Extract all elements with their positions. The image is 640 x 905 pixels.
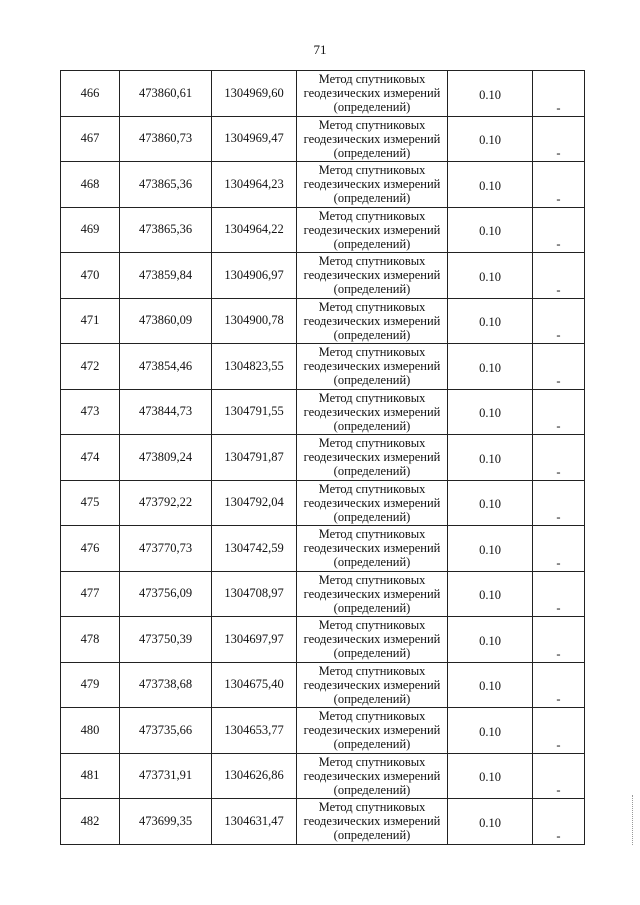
method-line: Метод спутниковых	[318, 481, 426, 496]
x-coordinate-cell: 473865,36	[120, 207, 212, 253]
accuracy-cell: 0.10	[448, 344, 533, 390]
x-coordinate-cell: 473756,09	[120, 571, 212, 617]
point-number-cell: 467	[61, 116, 120, 162]
note-cell: -	[533, 253, 585, 299]
method-line: Метод спутниковых	[318, 117, 426, 132]
y-coordinate-cell: 1304631,47	[212, 799, 297, 845]
x-coordinate-cell: 473770,73	[120, 526, 212, 572]
method-line: (определений)	[333, 555, 411, 570]
point-number-cell: 474	[61, 435, 120, 481]
method-cell	[297, 298, 448, 344]
method-line: Метод спутниковых	[318, 572, 426, 587]
table-row	[61, 799, 585, 845]
method-cell	[297, 480, 448, 526]
accuracy-cell: 0.10	[448, 207, 533, 253]
method-line: Метод спутниковых	[318, 709, 426, 724]
y-coordinate-cell: 1304969,47	[212, 116, 297, 162]
y-coordinate-cell: 1304792,04	[212, 480, 297, 526]
point-number-cell: 479	[61, 662, 120, 708]
method-line: геодезических измерений	[303, 359, 441, 374]
method-line: (определений)	[333, 782, 411, 797]
x-coordinate-cell: 473735,66	[120, 708, 212, 754]
method-line: (определений)	[333, 691, 411, 706]
accuracy-cell: 0.10	[448, 298, 533, 344]
table-row	[61, 617, 585, 663]
method-line: Метод спутниковых	[318, 754, 426, 769]
y-coordinate-cell: 1304964,23	[212, 162, 297, 208]
coordinates-table-body	[61, 71, 585, 845]
method-line: Метод спутниковых	[318, 800, 426, 815]
point-number-cell: 470	[61, 253, 120, 299]
method-line: (определений)	[333, 646, 411, 661]
table-row	[61, 571, 585, 617]
note-cell: -	[533, 71, 585, 117]
accuracy-cell: 0.10	[448, 253, 533, 299]
method-line: геодезических измерений	[303, 814, 441, 829]
method-line: (определений)	[333, 282, 411, 297]
y-coordinate-cell: 1304900,78	[212, 298, 297, 344]
method-cell	[297, 617, 448, 663]
table-row	[61, 298, 585, 344]
note-cell: -	[533, 526, 585, 572]
method-line: геодезических измерений	[303, 222, 441, 237]
table-row	[61, 435, 585, 481]
note-cell: -	[533, 480, 585, 526]
method-cell	[297, 526, 448, 572]
method-line: Метод спутниковых	[318, 618, 426, 633]
table-row	[61, 708, 585, 754]
method-line: геодезических измерений	[303, 723, 441, 738]
method-line: геодезических измерений	[303, 586, 441, 601]
table-row	[61, 253, 585, 299]
table-row	[61, 162, 585, 208]
method-cell	[297, 344, 448, 390]
y-coordinate-cell: 1304791,87	[212, 435, 297, 481]
method-line: (определений)	[333, 145, 411, 160]
note-cell: -	[533, 116, 585, 162]
point-number-cell: 469	[61, 207, 120, 253]
method-cell	[297, 708, 448, 754]
x-coordinate-cell: 473738,68	[120, 662, 212, 708]
method-cell	[297, 753, 448, 799]
note-cell: -	[533, 389, 585, 435]
method-cell	[297, 253, 448, 299]
table-row	[61, 71, 585, 117]
point-number-cell: 481	[61, 753, 120, 799]
y-coordinate-cell: 1304675,40	[212, 662, 297, 708]
accuracy-cell: 0.10	[448, 435, 533, 481]
point-number-cell: 476	[61, 526, 120, 572]
x-coordinate-cell: 473865,36	[120, 162, 212, 208]
method-line: геодезических измерений	[303, 404, 441, 419]
method-line: геодезических измерений	[303, 632, 441, 647]
point-number-cell: 482	[61, 799, 120, 845]
y-coordinate-cell: 1304823,55	[212, 344, 297, 390]
coordinates-table	[60, 70, 585, 845]
table-row	[61, 753, 585, 799]
point-number-cell: 477	[61, 571, 120, 617]
table-row	[61, 662, 585, 708]
method-cell	[297, 71, 448, 117]
point-number-cell: 466	[61, 71, 120, 117]
accuracy-cell: 0.10	[448, 162, 533, 208]
accuracy-cell: 0.10	[448, 617, 533, 663]
note-cell: -	[533, 344, 585, 390]
note-cell: -	[533, 617, 585, 663]
y-coordinate-cell: 1304969,60	[212, 71, 297, 117]
note-cell: -	[533, 662, 585, 708]
table-row	[61, 116, 585, 162]
method-line: геодезических измерений	[303, 268, 441, 283]
method-line: геодезических измерений	[303, 495, 441, 510]
page-number: 71	[313, 42, 327, 57]
point-number-cell: 480	[61, 708, 120, 754]
table-row	[61, 389, 585, 435]
method-line: геодезических измерений	[303, 677, 441, 692]
method-line: Метод спутниковых	[318, 390, 426, 405]
method-line: (определений)	[333, 464, 411, 479]
y-coordinate-cell: 1304626,86	[212, 753, 297, 799]
point-number-cell: 473	[61, 389, 120, 435]
method-line: Метод спутниковых	[318, 254, 426, 269]
method-cell	[297, 162, 448, 208]
y-coordinate-cell: 1304697,97	[212, 617, 297, 663]
accuracy-cell: 0.10	[448, 753, 533, 799]
method-line: (определений)	[333, 327, 411, 342]
method-line: (определений)	[333, 509, 411, 524]
method-line: Метод спутниковых	[318, 299, 426, 314]
method-line: (определений)	[333, 737, 411, 752]
method-line: Метод спутниковых	[318, 72, 426, 87]
y-coordinate-cell: 1304906,97	[212, 253, 297, 299]
y-coordinate-cell: 1304964,22	[212, 207, 297, 253]
method-line: геодезических измерений	[303, 450, 441, 465]
note-cell: -	[533, 753, 585, 799]
note-cell: -	[533, 571, 585, 617]
x-coordinate-cell: 473809,24	[120, 435, 212, 481]
x-coordinate-cell: 473860,73	[120, 116, 212, 162]
method-line: Метод спутниковых	[318, 527, 426, 542]
x-coordinate-cell: 473844,73	[120, 389, 212, 435]
x-coordinate-cell: 473792,22	[120, 480, 212, 526]
x-coordinate-cell: 473854,46	[120, 344, 212, 390]
point-number-cell: 478	[61, 617, 120, 663]
table-row	[61, 344, 585, 390]
method-line: (определений)	[333, 418, 411, 433]
point-number-cell: 475	[61, 480, 120, 526]
method-cell	[297, 662, 448, 708]
note-cell: -	[533, 799, 585, 845]
method-line: геодезических измерений	[303, 131, 441, 146]
method-line: Метод спутниковых	[318, 663, 426, 678]
x-coordinate-cell: 473860,09	[120, 298, 212, 344]
method-line: геодезических измерений	[303, 177, 441, 192]
accuracy-cell: 0.10	[448, 662, 533, 708]
accuracy-cell: 0.10	[448, 708, 533, 754]
method-cell	[297, 435, 448, 481]
note-cell: -	[533, 207, 585, 253]
x-coordinate-cell: 473699,35	[120, 799, 212, 845]
accuracy-cell: 0.10	[448, 480, 533, 526]
y-coordinate-cell: 1304742,59	[212, 526, 297, 572]
method-line: геодезических измерений	[303, 313, 441, 328]
x-coordinate-cell: 473731,91	[120, 753, 212, 799]
note-cell: -	[533, 162, 585, 208]
x-coordinate-cell: 473859,84	[120, 253, 212, 299]
accuracy-cell: 0.10	[448, 71, 533, 117]
accuracy-cell: 0.10	[448, 526, 533, 572]
method-cell	[297, 116, 448, 162]
point-number-cell: 472	[61, 344, 120, 390]
accuracy-cell: 0.10	[448, 389, 533, 435]
accuracy-cell: 0.10	[448, 116, 533, 162]
table-row	[61, 480, 585, 526]
method-line: (определений)	[333, 191, 411, 206]
x-coordinate-cell: 473750,39	[120, 617, 212, 663]
note-cell: -	[533, 298, 585, 344]
method-line: (определений)	[333, 236, 411, 251]
x-coordinate-cell: 473860,61	[120, 71, 212, 117]
table-row	[61, 526, 585, 572]
y-coordinate-cell: 1304708,97	[212, 571, 297, 617]
method-line: геодезических измерений	[303, 768, 441, 783]
method-cell	[297, 571, 448, 617]
note-cell: -	[533, 435, 585, 481]
method-line: (определений)	[333, 600, 411, 615]
note-cell: -	[533, 708, 585, 754]
scan-edge-mark	[632, 795, 636, 845]
method-line: геодезических измерений	[303, 541, 441, 556]
point-number-cell: 471	[61, 298, 120, 344]
method-line: (определений)	[333, 100, 411, 115]
method-line: (определений)	[333, 373, 411, 388]
method-cell	[297, 799, 448, 845]
method-cell	[297, 207, 448, 253]
y-coordinate-cell: 1304791,55	[212, 389, 297, 435]
y-coordinate-cell: 1304653,77	[212, 708, 297, 754]
method-line: Метод спутниковых	[318, 163, 426, 178]
method-cell	[297, 389, 448, 435]
accuracy-cell: 0.10	[448, 571, 533, 617]
method-line: геодезических измерений	[303, 86, 441, 101]
method-line: Метод спутниковых	[318, 208, 426, 223]
point-number-cell: 468	[61, 162, 120, 208]
method-line: Метод спутниковых	[318, 345, 426, 360]
table-row	[61, 207, 585, 253]
accuracy-cell: 0.10	[448, 799, 533, 845]
method-line: (определений)	[333, 828, 411, 843]
method-line: Метод спутниковых	[318, 436, 426, 451]
